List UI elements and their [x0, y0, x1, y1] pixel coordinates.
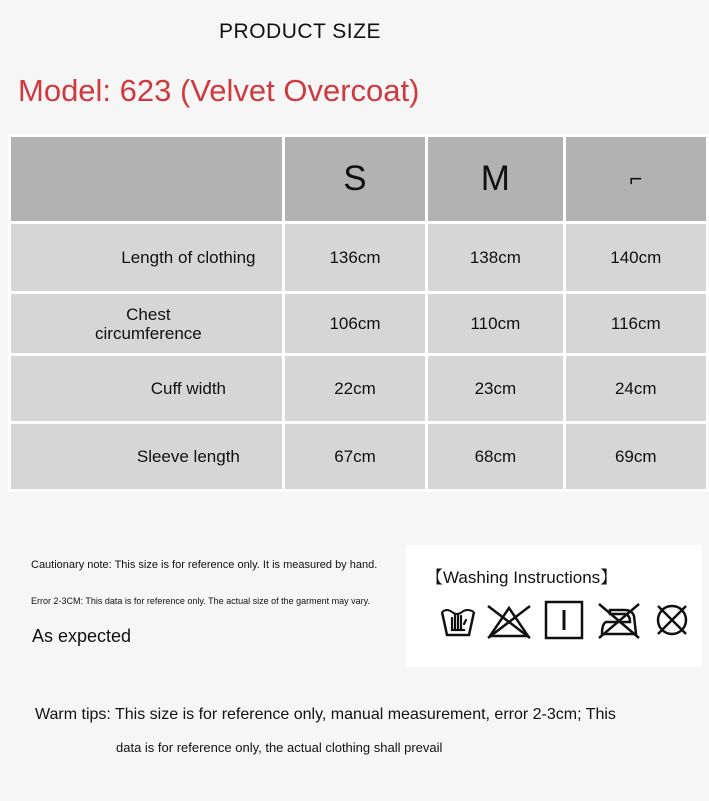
expected-text: As expected	[32, 626, 132, 646]
warm-tips-line2: data is for reference only, the actual clothing shall prevail	[116, 740, 443, 755]
tumble-dry-icon	[544, 600, 584, 640]
size-table	[8, 134, 709, 492]
row-label-chest-text: Chest circumference	[95, 304, 202, 343]
model-name: Model: 623 (Velvet Overcoat)	[18, 73, 420, 108]
error-note: Error 2-3CM: This data is for reference only. The actual size of the garment may vary.	[31, 596, 370, 606]
cell-sleeve-m: 68cm	[428, 424, 562, 489]
warm-tips-line1: Warm tips: This size is for reference only, manual measurement, error 2-3cm; This	[35, 706, 616, 723]
table-header-row	[11, 137, 706, 221]
cell-sleeve-s: 67cm	[285, 424, 425, 489]
header-cell-m: M	[428, 137, 562, 221]
cell-length-m: 138cm	[428, 224, 562, 291]
cautionary-note: Cautionary note: This size is for reference only. It is measured by hand.	[31, 559, 378, 571]
row-label-sleeve: Sleeve length	[11, 424, 282, 489]
cell-length-s: 136cm	[285, 224, 425, 291]
header-cell-l: ⌐	[566, 137, 706, 221]
cell-cuff-s: 22cm	[285, 356, 425, 421]
do-not-iron-icon	[596, 600, 642, 640]
washing-instructions-panel	[406, 545, 702, 667]
table-row	[11, 356, 706, 421]
cell-chest-l: 116cm	[566, 294, 706, 353]
row-label-chest	[11, 294, 282, 353]
cell-sleeve-l: 69cm	[566, 424, 706, 489]
hand-wash-icon	[438, 600, 478, 640]
row-label-cuff: Cuff width	[11, 356, 282, 421]
row-label-length: Length of clothing	[11, 224, 282, 291]
washing-icons	[436, 600, 692, 644]
table-row	[11, 224, 706, 291]
cell-cuff-m: 23cm	[428, 356, 562, 421]
page-title: PRODUCT SIZE	[219, 20, 381, 43]
cell-chest-s: 106cm	[285, 294, 425, 353]
header-cell-s: S	[285, 137, 425, 221]
table-row	[11, 294, 706, 353]
header-cell-empty	[11, 137, 282, 221]
table-row	[11, 424, 706, 489]
do-not-bleach-icon	[486, 600, 532, 640]
do-not-dry-clean-icon	[652, 600, 692, 640]
cell-chest-m: 110cm	[428, 294, 562, 353]
cell-length-l: 140cm	[566, 224, 706, 291]
cell-cuff-l: 24cm	[566, 356, 706, 421]
washing-title: 【Washing Instructions】	[426, 568, 618, 587]
